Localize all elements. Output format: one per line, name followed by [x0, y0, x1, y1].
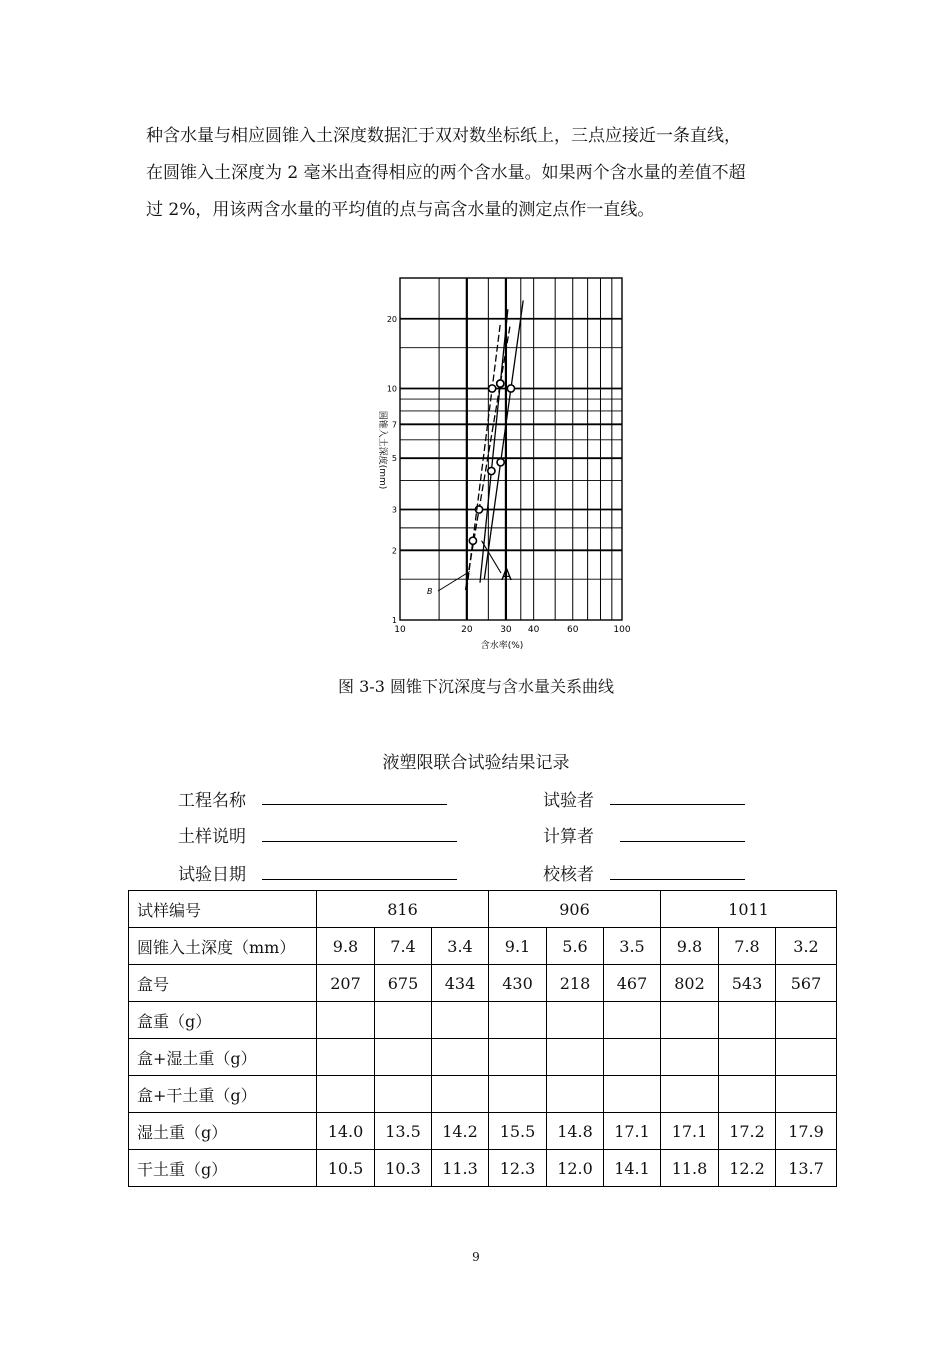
calculator-input[interactable] — [620, 841, 745, 842]
data-cell[interactable] — [776, 1002, 837, 1039]
row-label-cell: 湿土重（g） — [129, 1113, 317, 1150]
data-cell: 467 — [604, 965, 661, 1002]
paragraph-line: 在圆锥入土深度为 2 毫米出查得相应的两个含水量。如果两个含水量的差值不超 — [146, 163, 746, 183]
data-cell: 13.7 — [776, 1150, 837, 1187]
data-cell: 3.5 — [604, 928, 661, 965]
tester-input[interactable] — [610, 804, 745, 805]
table-row — [129, 1150, 837, 1187]
data-cell[interactable] — [489, 1039, 547, 1076]
project-name-field — [178, 786, 246, 810]
data-cell[interactable] — [489, 1002, 547, 1039]
row-label-cell: 圆锥入土深度（mm） — [129, 928, 317, 965]
sample-desc-field — [178, 822, 246, 846]
data-cell[interactable] — [604, 1002, 661, 1039]
data-cell[interactable] — [719, 1076, 776, 1113]
x-tick-label: 30 — [500, 625, 512, 635]
row-label-cell: 干土重（g） — [129, 1150, 317, 1187]
data-cell: 14.0 — [317, 1113, 375, 1150]
data-cell: 10.5 — [317, 1150, 375, 1187]
data-cell: 9.8 — [317, 928, 375, 965]
sample-id-cell: 816 — [317, 891, 489, 928]
data-cell: 17.1 — [661, 1113, 719, 1150]
data-cell[interactable] — [375, 1076, 432, 1113]
data-cell[interactable] — [661, 1039, 719, 1076]
results-table — [128, 890, 837, 1187]
table-row — [129, 1113, 837, 1150]
data-cell: 207 — [317, 965, 375, 1002]
data-point — [488, 467, 495, 474]
data-cell: 543 — [719, 965, 776, 1002]
checker-label: 校核者 — [543, 865, 594, 885]
sample-desc-label: 土样说明 — [178, 827, 246, 847]
data-cell[interactable] — [317, 1002, 375, 1039]
data-cell[interactable] — [547, 1076, 604, 1113]
x-tick-label: 10 — [394, 625, 406, 635]
data-cell: 12.2 — [719, 1150, 776, 1187]
data-cell: 14.2 — [432, 1113, 489, 1150]
data-cell[interactable] — [375, 1039, 432, 1076]
data-cell: 675 — [375, 965, 432, 1002]
body-paragraph — [146, 118, 816, 229]
project-name-label: 工程名称 — [178, 791, 246, 811]
cone-depth-chart — [360, 270, 630, 660]
data-cell: 5.6 — [547, 928, 604, 965]
sample-id-cell: 906 — [489, 891, 661, 928]
data-cell: 12.0 — [547, 1150, 604, 1187]
data-cell: 7.8 — [719, 928, 776, 965]
data-cell: 9.1 — [489, 928, 547, 965]
y-tick-label: 2 — [391, 546, 397, 556]
data-cell: 17.2 — [719, 1113, 776, 1150]
data-point — [497, 459, 504, 466]
data-point — [489, 385, 496, 392]
y-tick-label: 7 — [391, 420, 397, 430]
calculator-label: 计算者 — [543, 827, 594, 847]
data-cell: 802 — [661, 965, 719, 1002]
chart-svg — [360, 270, 630, 660]
data-cell[interactable] — [661, 1002, 719, 1039]
y-tick-label: 3 — [391, 505, 397, 515]
data-cell: 434 — [432, 965, 489, 1002]
data-cell: 14.8 — [547, 1113, 604, 1150]
data-point — [507, 385, 514, 392]
data-cell[interactable] — [489, 1076, 547, 1113]
y-axis-label: 圆锥入土深度(mm) — [377, 410, 387, 490]
table-row — [129, 1076, 837, 1113]
annotation-b: B — [427, 587, 433, 596]
y-tick-label: 20 — [386, 314, 397, 324]
data-cell: 12.3 — [489, 1150, 547, 1187]
x-axis-label: 含水率(%) — [480, 641, 524, 651]
data-point — [497, 380, 504, 387]
data-cell: 567 — [776, 965, 837, 1002]
table-row — [129, 965, 837, 1002]
data-cell: 430 — [489, 965, 547, 1002]
data-cell[interactable] — [547, 1039, 604, 1076]
table-row — [129, 928, 837, 965]
series-line — [480, 309, 508, 582]
data-cell: 9.8 — [661, 928, 719, 965]
row-label-cell: 盒+湿土重（g） — [129, 1039, 317, 1076]
data-cell[interactable] — [432, 1002, 489, 1039]
data-cell: 3.2 — [776, 928, 837, 965]
data-cell[interactable] — [432, 1076, 489, 1113]
data-cell: 7.4 — [375, 928, 432, 965]
x-tick-label: 60 — [567, 625, 579, 635]
checker-input[interactable] — [610, 879, 745, 880]
data-cell: 218 — [547, 965, 604, 1002]
x-tick-label: 100 — [613, 625, 630, 635]
y-tick-label: 1 — [391, 616, 397, 625]
tester-field — [543, 786, 594, 810]
calculator-field — [543, 822, 594, 846]
data-cell[interactable] — [719, 1039, 776, 1076]
y-tick-label: 5 — [391, 454, 397, 464]
figure-caption: 图 3-3 圆锥下沉深度与含水量关系曲线 — [338, 677, 614, 696]
data-cell[interactable] — [317, 1039, 375, 1076]
data-cell[interactable] — [375, 1002, 432, 1039]
data-cell: 17.1 — [604, 1113, 661, 1150]
sample-id-cell: 1011 — [661, 891, 837, 928]
sample-header-cell: 试样编号 — [129, 891, 317, 928]
test-date-label: 试验日期 — [178, 865, 246, 885]
chart-ticks — [387, 315, 630, 635]
paragraph-line: 过 2%，用该两含水量的平均值的点与高含水量的测定点作一直线。 — [146, 200, 655, 220]
data-cell[interactable] — [432, 1039, 489, 1076]
data-cell[interactable] — [776, 1039, 837, 1076]
chart-series — [438, 300, 523, 591]
table-header-row — [129, 891, 837, 928]
x-tick-label: 40 — [527, 625, 540, 635]
record-title: 液塑限联合试验结果记录 — [382, 753, 570, 773]
x-tick-label: 20 — [461, 625, 473, 635]
data-cell[interactable] — [317, 1076, 375, 1113]
y-tick-label: 10 — [386, 384, 397, 394]
project-name-input[interactable] — [262, 804, 447, 805]
checker-field — [543, 860, 594, 884]
row-label-cell: 盒重（g） — [129, 1002, 317, 1039]
test-date-input[interactable] — [262, 879, 457, 880]
data-cell[interactable] — [776, 1076, 837, 1113]
test-date-field — [178, 860, 246, 884]
data-point — [469, 537, 476, 544]
annotation-a-leader — [482, 541, 501, 573]
data-cell[interactable] — [547, 1002, 604, 1039]
annotation-a: A — [501, 565, 512, 584]
sample-desc-input[interactable] — [262, 841, 457, 842]
data-cell: 10.3 — [375, 1150, 432, 1187]
data-cell: 11.8 — [661, 1150, 719, 1187]
data-cell: 3.4 — [432, 928, 489, 965]
row-label-cell: 盒号 — [129, 965, 317, 1002]
table-row — [129, 1002, 837, 1039]
paragraph-line: 种含水量与相应圆锥入土深度数据汇于双对数坐标纸上，三点应接近一条直线， — [146, 126, 741, 146]
annotation-b-leader — [438, 571, 470, 591]
data-cell: 15.5 — [489, 1113, 547, 1150]
page-number: 9 — [472, 1250, 480, 1264]
data-cell: 13.5 — [375, 1113, 432, 1150]
data-cell[interactable] — [661, 1076, 719, 1113]
data-cell: 17.9 — [776, 1113, 837, 1150]
data-cell[interactable] — [604, 1076, 661, 1113]
tester-label: 试验者 — [543, 791, 594, 811]
data-cell[interactable] — [604, 1039, 661, 1076]
data-cell: 11.3 — [432, 1150, 489, 1187]
data-cell: 14.1 — [604, 1150, 661, 1187]
row-label-cell: 盒+干土重（g） — [129, 1076, 317, 1113]
table-row — [129, 1039, 837, 1076]
data-cell[interactable] — [719, 1002, 776, 1039]
